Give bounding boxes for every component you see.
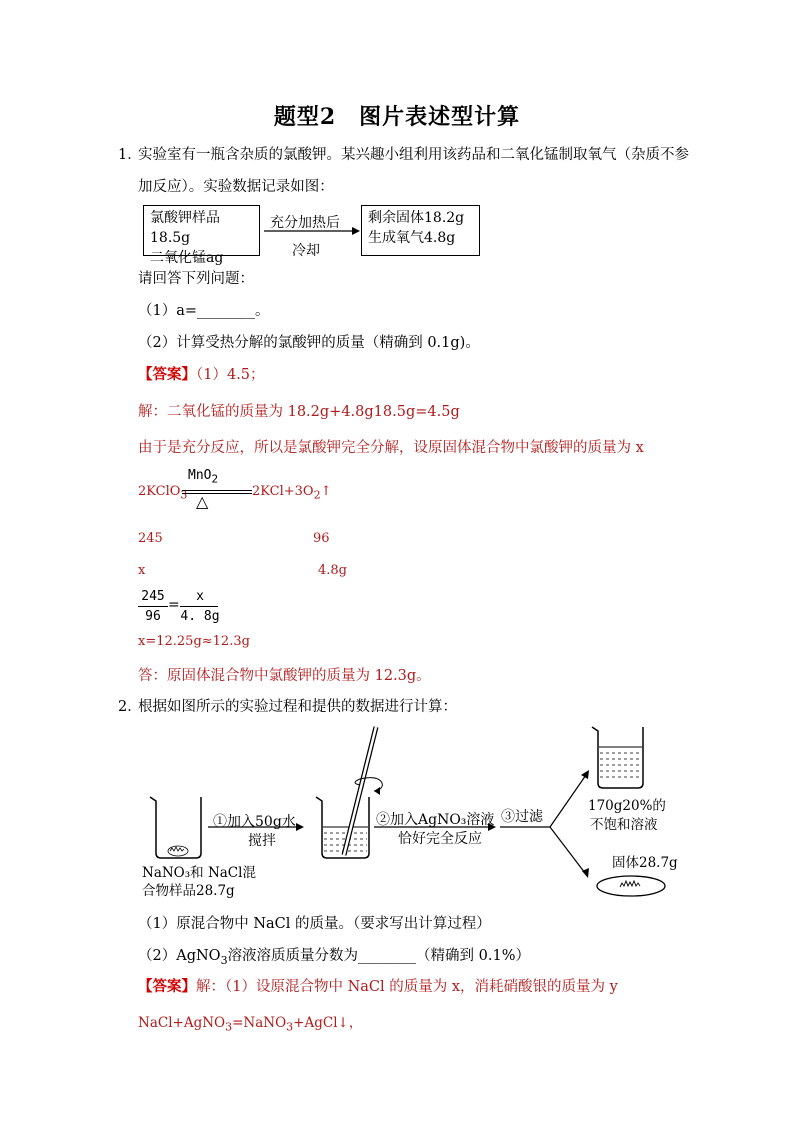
q2-sub2-pre: （2）AgNO [138,948,221,964]
q1-answer-row [138,365,265,385]
frac1-numerator: 245 [141,589,165,604]
flow-arrow [262,225,362,237]
q2-sub1: （1）原混合物中 NaCl 的质量。（要求写出计算过程） [138,916,491,932]
flow-right-line1: 剩余固体18.2g [368,210,465,226]
q1-catalyst [188,468,218,486]
eq-catalyst-subscript: 2 [211,472,219,486]
q1-equation-right [252,484,331,502]
beaker-solution-icon [592,727,643,788]
flow-left-line1: 氯酸钾样品18.5g [150,210,220,246]
q2-equation [138,1011,362,1034]
arrow-to-solution [550,775,586,827]
solution-line1: 170g20%的 [588,798,666,814]
var-b: 4.8g [318,563,347,578]
q1-result: x=12.25g≈12.3g [138,634,250,649]
flow-left-line2: 二氧化锰ag [150,250,224,266]
eq-right-subscript: 2 [313,488,321,502]
q1-text-line1: 实验室有一瓶含杂质的氯酸钾。某兴趣小组利用该药品和二氧化锰制取氧气（杂质不参 [138,147,689,163]
arrow-to-solid [550,827,585,873]
step2-top: ②加入AgNO₃溶液 [376,812,495,828]
frac2-numerator: x [196,589,204,604]
frac2-denominator: 4. 8g [180,609,220,624]
q2-sub2 [138,946,530,971]
eq-left-subscript: 3 [180,488,188,502]
eq-gas-arrow: ↑ [320,484,332,499]
q1-number: 1． [118,147,142,163]
flow-right-line2: 生成氧气4.8g [368,230,456,246]
step3-label: ③过滤 [501,809,543,825]
q2-eq-c: +AgCl↓， [293,1015,363,1031]
q2-answer-tag: 【答案】 [138,978,196,995]
q2-eq-b-subscript: 3 [286,1020,294,1034]
flow-right-box [361,205,480,256]
q1-sub2: （2）计算受热分解的氯酸钾的质量（精确到 0.1g)。 [138,335,480,351]
q1-solution-line2: 由于是充分反应，所以是氯酸钾完全分解，设原固体混合物中氯酸钾的质量为 x [138,440,644,456]
solid-label: 固体28.7g [612,855,678,871]
beaker-sample-icon [150,797,201,858]
q2-answer-text: 解：（1）设原混合物中 NaCl 的质量为 x，消耗硝酸银的质量为 y [196,979,618,995]
q1-text-line2: 加反应）。实验数据记录如图： [138,179,334,195]
q2-eq-b: =NaNO [232,1015,287,1031]
beaker-stir-icon [316,727,382,858]
frac1-denominator: 96 [145,609,161,624]
step1-bottom: 搅拌 [248,833,276,849]
flow-left-box [143,205,260,266]
q2-text: 根据如图所示的实验过程和提供的数据进行计算： [138,699,457,715]
eq-condition: △ [196,492,209,511]
mass-b: 96 [313,531,330,546]
q2-eq-a-subscript: 3 [225,1020,233,1034]
eq-line-top [182,490,252,491]
frac1-bar [138,606,168,607]
solution-line2: 不饱和溶液 [590,817,658,833]
dish-solid-icon [597,876,665,896]
mass-a: 245 [138,531,163,546]
q1-solution-line1: 解：二氧化锰的质量为 18.2g+4.8g18.5g=4.5g [138,404,460,420]
eq-left-formula: 2KClO [138,484,181,499]
eq-catalyst: MnO [188,468,212,483]
eq-right-formula: 2KCl+3O [252,484,314,499]
step2-bottom: 恰好完全反应 [398,831,482,847]
q2-number: 2． [118,699,142,715]
frac2-bar [180,606,218,607]
q2-sub2-subscript: 3 [220,953,228,967]
q1-answer1: （1）4.5； [196,367,265,383]
var-a: x [138,563,146,578]
sample-line2: 合物样品28.7g [142,883,235,899]
flow-arrow-bottom: 冷却 [292,243,320,259]
page-title: 题型2 图片表述型计算 [273,104,521,130]
q1-sub1: （1）a=________。 [138,303,270,319]
q2-sub2-post: 溶液溶质质量分数为________（精确到 0.1%） [227,948,531,964]
flow-arrow-top: 充分加热后 [270,215,340,231]
sample-line1: NaNO₃和 NaCl混 [142,865,256,881]
q1-prompt: 请回答下列问题： [138,271,254,287]
q2-eq-a: NaCl+AgNO [138,1015,226,1031]
q1-conclusion: 答：原固体混合物中氯酸钾的质量为 12.3g。 [138,668,431,684]
q1-answer-tag: 【答案】 [138,366,196,383]
eq-line-bottom [182,493,252,494]
step1-top: ①加入50g水 [213,814,296,830]
q1-equation-left [138,484,187,502]
q2-answer-row [138,977,618,997]
frac-equals: = [168,597,180,613]
